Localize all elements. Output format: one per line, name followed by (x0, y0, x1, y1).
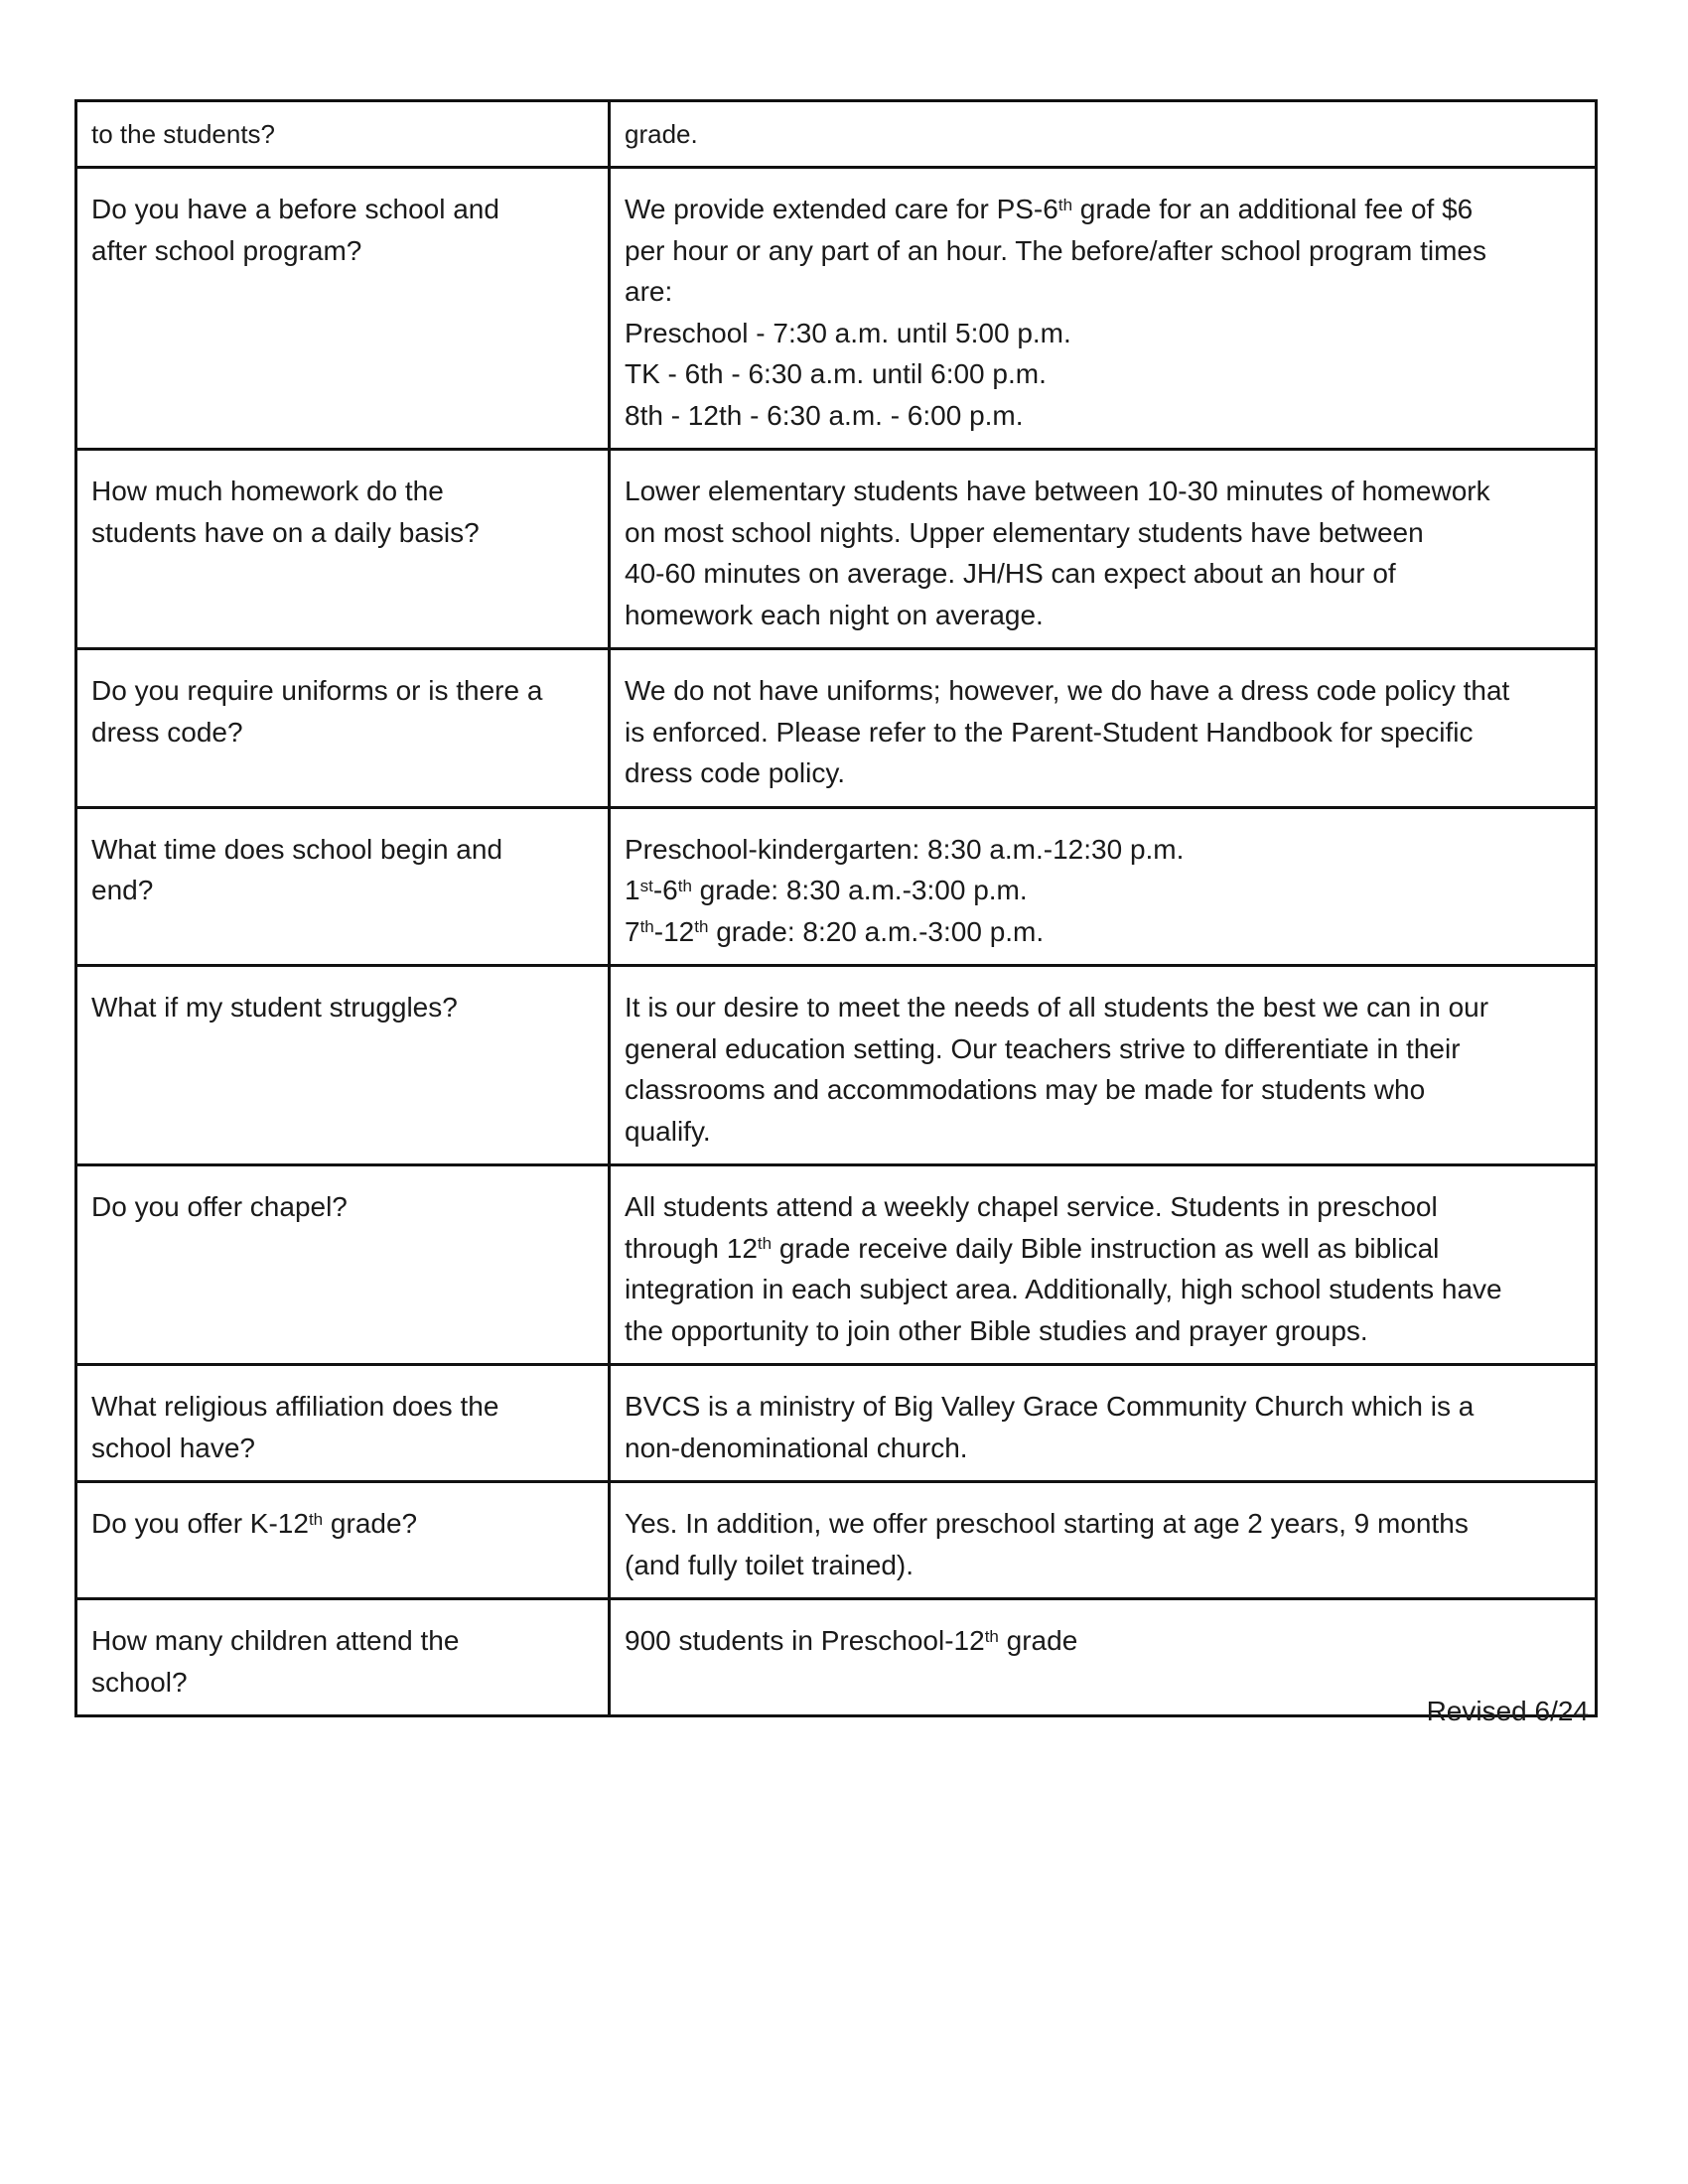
question-line: end? (91, 875, 154, 905)
answer-line: homework each night on average. (625, 599, 1044, 630)
answer-cell (610, 1165, 1597, 1365)
faq-row (76, 1165, 1597, 1365)
question-line: What if my student struggles? (91, 992, 458, 1023)
faq-row (76, 1482, 1597, 1599)
answer-cell (610, 1365, 1597, 1482)
question-cell (76, 649, 610, 808)
ordinal-suffix: th (639, 917, 654, 937)
answer-line: Preschool - 7:30 a.m. until 5:00 p.m. (625, 317, 1071, 348)
answer-line: All students attend a weekly chapel service. Students in preschool (625, 1191, 1438, 1222)
question-line: Do you offer K-12th grade? (91, 1508, 418, 1539)
ordinal-suffix: th (984, 1626, 999, 1646)
answer-line: on most school nights. Upper elementary students have between (625, 516, 1424, 548)
answer-line: Yes. In addition, we offer preschool starting at age 2 years, 9 months (625, 1508, 1469, 1539)
question-cell (76, 1599, 610, 1716)
question-line: What religious affiliation does the (91, 1391, 499, 1422)
question-cell (76, 1482, 610, 1599)
question-line: to the students? (91, 119, 276, 149)
answer-line: (and fully toilet trained). (625, 1549, 914, 1580)
faq-row (76, 649, 1597, 808)
question-line: school? (91, 1666, 188, 1698)
faq-row (76, 966, 1597, 1165)
ordinal-suffix: th (694, 917, 709, 937)
question-line: after school program? (91, 234, 362, 266)
answer-line: We do not have uniforms; however, we do have a dress code policy that (625, 675, 1510, 706)
answer-line: non-denominational church. (625, 1432, 968, 1463)
faq-row (76, 807, 1597, 966)
revised-date: Revised 6/24 (1426, 1696, 1589, 1726)
answer-line: 40-60 minutes on average. JH/HS can expect about an hour of (625, 558, 1396, 589)
question-line: What time does school begin and (91, 833, 503, 865)
answer-cell (610, 1482, 1597, 1599)
ordinal-suffix: st (639, 876, 653, 895)
question-line: Do you have a before school and (91, 194, 499, 224)
answer-line: dress code policy. (625, 757, 846, 788)
answer-line: is enforced. Please refer to the Parent-Student Handbook for specific (625, 716, 1474, 748)
question-cell (76, 966, 610, 1165)
answer-line: Lower elementary students have between 10-30 minutes of homework (625, 476, 1490, 506)
question-line: school have? (91, 1432, 256, 1463)
faq-row (76, 450, 1597, 649)
question-line: Do you offer chapel? (91, 1191, 348, 1222)
ordinal-suffix: th (677, 876, 692, 895)
answer-line: TK - 6th - 6:30 a.m. until 6:00 p.m. (625, 358, 1047, 389)
answer-line: qualify. (625, 1115, 711, 1147)
answer-line: 8th - 12th - 6:30 a.m. - 6:00 p.m. (625, 399, 1024, 431)
faq-row (76, 101, 1597, 168)
question-line: How many children attend the (91, 1625, 460, 1656)
question-cell (76, 807, 610, 966)
ordinal-suffix: th (757, 1234, 773, 1254)
answer-cell (610, 450, 1597, 649)
faq-table (74, 99, 1598, 1717)
answer-line: grade. (625, 119, 698, 149)
faq-row (76, 1599, 1597, 1716)
answer-line: BVCS is a ministry of Big Valley Grace Community Church which is a (625, 1391, 1475, 1422)
answer-line: general education setting. Our teachers strive to differentiate in their (625, 1032, 1461, 1064)
ordinal-suffix: th (1057, 195, 1073, 214)
question-cell (76, 101, 610, 168)
answer-line: It is our desire to meet the needs of all students the best we can in our (625, 992, 1489, 1023)
question-line: How much homework do the (91, 476, 444, 506)
answer-line: through 12th grade receive daily Bible instruction as well as biblical (625, 1232, 1440, 1264)
question-line: students have on a daily basis? (91, 516, 480, 548)
faq-body (76, 101, 1597, 1716)
question-cell (76, 450, 610, 649)
answer-cell (610, 101, 1597, 168)
answer-line: classrooms and accommodations may be made for students who (625, 1074, 1426, 1105)
answer-line: are: (625, 276, 673, 307)
question-cell (76, 1165, 610, 1365)
answer-line: per hour or any part of an hour. The before/after school program times (625, 234, 1486, 266)
answer-cell (610, 966, 1597, 1165)
question-cell (76, 1365, 610, 1482)
ordinal-suffix: th (308, 1509, 324, 1529)
answer-cell (610, 649, 1597, 808)
answer-cell (610, 807, 1597, 966)
answer-line: 900 students in Preschool-12th grade (625, 1625, 1078, 1656)
answer-cell (610, 168, 1597, 450)
question-line: dress code? (91, 716, 243, 748)
answer-line: integration in each subject area. Additionally, high school students have (625, 1274, 1502, 1304)
answer-line: the opportunity to join other Bible studies and prayer groups. (625, 1314, 1368, 1346)
answer-line: We provide extended care for PS-6th grade for an additional fee of $6 (625, 194, 1474, 224)
answer-line: 1st-6th grade: 8:30 a.m.-3:00 p.m. (625, 875, 1028, 905)
question-line: Do you require uniforms or is there a (91, 675, 543, 706)
faq-row (76, 1365, 1597, 1482)
question-cell (76, 168, 610, 450)
faq-row (76, 168, 1597, 450)
answer-line: 7th-12th grade: 8:20 a.m.-3:00 p.m. (625, 915, 1045, 947)
answer-line: Preschool-kindergarten: 8:30 a.m.-12:30 p.m. (625, 833, 1185, 865)
